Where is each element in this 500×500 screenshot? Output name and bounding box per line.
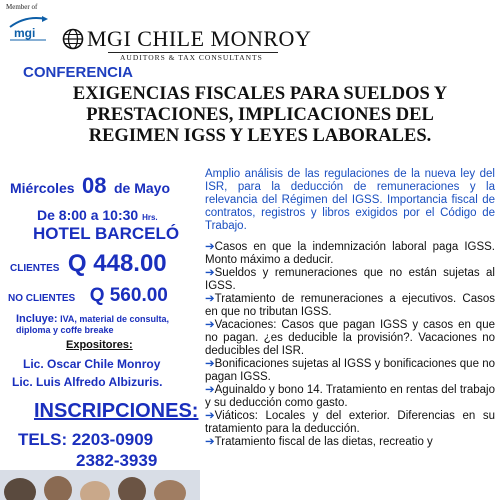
event-time-suffix: Hrs. <box>142 213 158 222</box>
event-date <box>10 173 170 199</box>
includes-text: IVA, material de consulta, diploma y coffe breake <box>16 314 169 335</box>
phone-number[interactable]: 2203-0909 <box>71 430 154 449</box>
list-item <box>205 384 495 410</box>
event-weekday: Miércoles <box>10 180 75 196</box>
arrow-right-icon: ➔ <box>205 293 215 305</box>
member-of-label: Member of <box>6 3 38 11</box>
speakers-heading: Expositores: <box>66 339 133 351</box>
firm-name: MGI CHILE MONROY <box>87 26 312 51</box>
arrow-right-icon: ➔ <box>205 319 215 331</box>
topic-list <box>205 241 495 449</box>
conference-label: CONFERENCIA <box>23 64 134 81</box>
arrow-right-icon: ➔ <box>205 410 215 422</box>
mgi-mark: mgi <box>14 26 36 40</box>
price-clients <box>10 250 167 278</box>
topic-text: Casos en que la indemnización laboral paga IGSS. Monto máximo a deducir. <box>205 241 495 266</box>
price-clients-value: Q 448.00 <box>67 250 167 277</box>
content-column <box>205 168 495 449</box>
event-time-range: De 8:00 a 10:30 <box>37 207 139 223</box>
topic-text: Bonificaciones sujetas al IGSS y bonificaciones que no pagan IGSS. <box>205 358 495 383</box>
mgi-logo-icon <box>6 13 52 43</box>
list-item <box>205 358 495 384</box>
price-nonclients-label: NO CLIENTES <box>8 293 76 304</box>
list-item <box>205 267 495 293</box>
arrow-right-icon: ➔ <box>205 241 215 253</box>
firm-logo <box>62 24 311 54</box>
speaker-item: Lic. Luis Alfredo Albizuris. <box>12 375 163 389</box>
registration-heading: INSCRIPCIONES: <box>34 400 199 422</box>
arrow-right-icon: ➔ <box>205 267 215 279</box>
list-item <box>205 436 495 449</box>
topic-text: Viáticos: Locales y del exterior. Diferencias en su tratamiento para la deducción. <box>205 410 495 435</box>
price-nonclients-value: Q 560.00 <box>89 285 168 306</box>
description: Amplio análisis de las regulaciones de la nueva ley del ISR, para la deducción de remuneraciones y la relevancia del Régimen del IGSS. Importancia fiscal de contratos, registros y libros exigidos por el Código de Trabajo. <box>205 168 495 232</box>
speaker-item: Lic. Oscar Chile Monroy <box>23 357 161 371</box>
event-month: de Mayo <box>113 180 170 196</box>
tels-label: TELS: <box>18 430 68 449</box>
list-item <box>205 241 495 267</box>
topic-text: Vacaciones: Casos que pagan IGSS y casos en que no pagan. ¿es deducible la provisión?. Vacaciones no deducibles del ISR. <box>205 319 495 357</box>
topic-text: Tratamiento fiscal de las dietas, recreatio y <box>214 436 433 448</box>
topic-text: Sueldos y remuneraciones que no están sujetas al IGSS. <box>205 267 495 292</box>
topic-text: Aguinaldo y bono 14. Tratamiento en rentas del trabajo y su deducción como gasto. <box>205 384 495 409</box>
event-day: 08 <box>82 173 107 198</box>
list-item <box>205 319 495 358</box>
includes-note <box>16 314 191 336</box>
price-clients-label: CLIENTES <box>10 263 60 274</box>
arrow-right-icon: ➔ <box>205 384 215 396</box>
page-title: EXIGENCIAS FISCALES PARA SUELDOS Y PRESTACIONES, IMPLICACIONES DEL REGIMEN IGSS Y LEYES LABORALES. <box>72 84 448 146</box>
includes-label: Incluye: <box>16 313 58 325</box>
list-item <box>205 293 495 319</box>
registration-phone-1 <box>18 430 153 450</box>
globe-icon <box>62 28 84 50</box>
arrow-right-icon: ➔ <box>205 436 215 448</box>
list-item <box>205 410 495 436</box>
firm-subtitle: AUDITORS & TAX CONSULTANTS <box>120 53 263 62</box>
topic-text: Tratamiento de remuneraciones a ejecutivos. Casos en que no tributan IGSS. <box>205 293 495 318</box>
price-nonclients <box>8 285 168 307</box>
audience-photo <box>0 470 200 500</box>
phone-number[interactable]: 2382-3939 <box>76 451 158 470</box>
event-venue: HOTEL BARCELÓ <box>33 224 180 243</box>
arrow-right-icon: ➔ <box>205 358 215 370</box>
event-time <box>37 207 158 223</box>
